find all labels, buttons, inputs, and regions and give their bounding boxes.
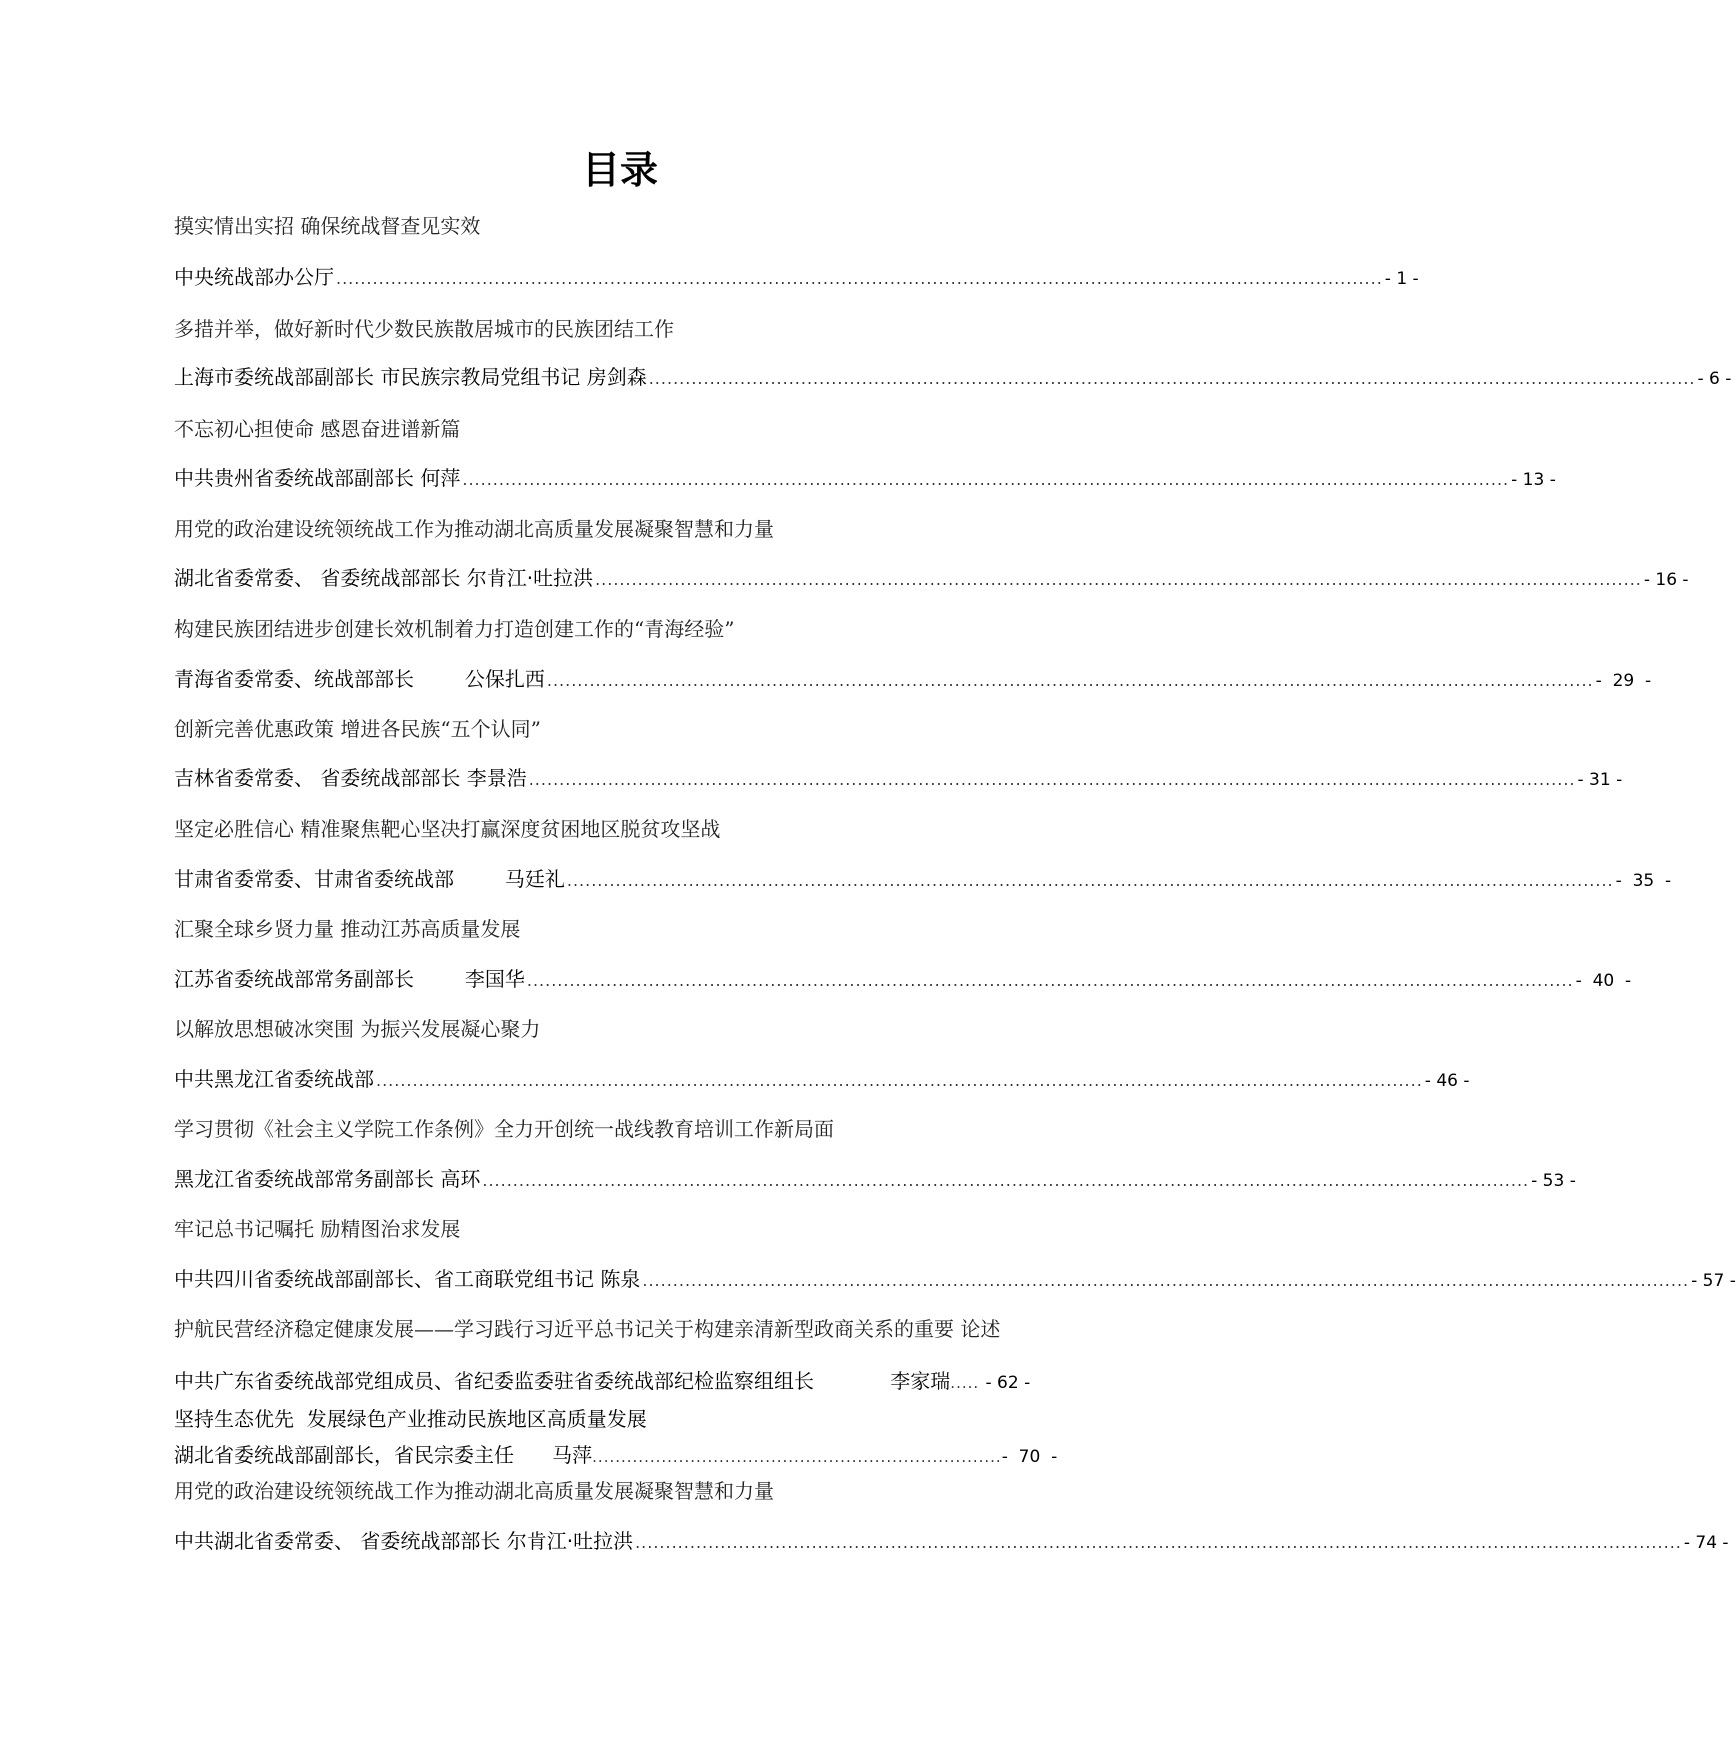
dot-leader: ..... (950, 1374, 980, 1392)
dot-leader: ............................................................................................................................................................................ (566, 871, 1614, 890)
entry-author: 中共四川省委统战部副部长、省工商联党组书记 陈泉 (174, 1267, 641, 1291)
entry-title: 以解放思想破冰突围 为振兴发展凝心聚力 (174, 1017, 541, 1041)
toc-entry-wrapped[interactable] (174, 1363, 1094, 1475)
entry-page: - 70 - (1001, 1447, 1058, 1467)
toc-entry[interactable] (174, 763, 1623, 793)
toc-entry[interactable] (174, 1526, 1729, 1556)
entry-author: 中央统战部办公厅 (174, 265, 334, 289)
entry-page: - 29 - (1595, 671, 1652, 691)
entry-author: 江苏省委统战部常务副部长 李国华 (174, 967, 525, 991)
entry-title: 汇聚全球乡贤力量 推动江苏高质量发展 (174, 917, 521, 941)
entry-page: - 13 - (1511, 470, 1556, 490)
dot-leader: ............................................................................................................................................................................ (336, 269, 1383, 288)
toc-entry[interactable] (174, 1164, 1576, 1194)
entry-title: 摸实情出实招 确保统战督查见实效 (174, 214, 481, 238)
entry-page: - 62 - (985, 1373, 1031, 1393)
dot-leader: ............................................................................................................................................................................ (595, 570, 1642, 589)
entry-title: 创新完善优惠政策 增进各民族“五个认同” (174, 717, 541, 741)
entry-title: 用党的政治建设统领统战工作为推动湖北高质量发展凝聚智慧和力量 (174, 517, 774, 541)
entry-title: 牢记总书记嘱托 励精图治求发展 (174, 1217, 461, 1241)
entry-page: - 46 - (1424, 1071, 1470, 1091)
entry-title: 用党的政治建设统领统战工作为推动湖北高质量发展凝聚智慧和力量 (174, 1479, 774, 1503)
entry-page: - 53 - (1531, 1171, 1576, 1191)
entry-title: 坚定必胜信心 精准聚焦靶心坚决打赢深度贫困地区脱贫攻坚战 (174, 817, 721, 841)
toc-heading: 目录 (581, 148, 658, 192)
entry-title: 坚持生态优先 发展绿色产业推动民族地区高质量发展 (174, 1407, 647, 1431)
entry-author: 中共广东省委统战部党组成员、省纪委监委驻省委统战部纪检监察组组长 李家瑞 (174, 1369, 951, 1393)
toc-entry[interactable] (174, 463, 1556, 493)
entry-title: 学习贯彻《社会主义学院工作条例》全力开创统一战线教育培训工作新局面 (174, 1117, 834, 1141)
entry-page: - 35 - (1615, 871, 1672, 891)
toc-entry[interactable] (174, 1264, 1736, 1294)
entry-author: 甘肃省委常委、甘肃省委统战部 马廷礼 (174, 867, 565, 891)
entry-author: 黑龙江省委统战部常务副部长 高环 (174, 1167, 481, 1191)
dot-leader: ............................................................................................................................................................................ (642, 1271, 1690, 1290)
entry-author: 上海市委统战部副部长 市民族宗教局党组书记 房剑森 (174, 365, 647, 389)
entry-author: 中共湖北省委常委、 省委统战部部长 尔肯江·吐拉洪 (174, 1529, 634, 1553)
entry-title: 不忘初心担使命 感恩奋进谱新篇 (174, 417, 461, 441)
toc-entry[interactable] (174, 262, 1419, 292)
entry-page: - 74 - (1683, 1533, 1729, 1553)
dot-leader: ............................................................................................................................................................................ (546, 671, 1594, 690)
entry-page: - 16 - (1643, 570, 1689, 590)
entry-title: 护航民营经济稳定健康发展——学习践行习近平总书记关于构建亲清新型政商关系的重要 论述 (174, 1317, 1001, 1341)
dot-leader: ............................................................................................................................................................................ (648, 369, 1696, 388)
dot-leader: ............................................................................................................................................................................ (376, 1071, 1423, 1090)
entry-title: 构建民族团结进步创建长效机制着力打造创建工作的“青海经验” (174, 617, 735, 641)
entry-author: 吉林省委常委、 省委统战部部长 李景浩 (174, 766, 527, 790)
entry-page: - 1 - (1384, 269, 1419, 289)
entry-page: - 57 - (1691, 1271, 1736, 1291)
dot-leader: ............................................................................................................................................................................ (528, 770, 1576, 789)
dot-leader: ............................................................................................................................................................................ (462, 470, 1510, 489)
toc-entry[interactable] (174, 964, 1632, 994)
entry-page: - 6 - (1697, 369, 1732, 389)
entry-page: - 31 - (1577, 770, 1623, 790)
toc-entry[interactable] (174, 664, 1652, 694)
toc-entry[interactable] (174, 1064, 1470, 1094)
entry-page: - 40 - (1575, 971, 1632, 991)
entry-author: 中共黑龙江省委统战部 (174, 1067, 374, 1091)
entry-author: 青海省委常委、统战部部长 公保扎西 (174, 667, 545, 691)
dot-leader: ............................................................................................................................................................................ (526, 971, 1574, 990)
toc-entry[interactable] (174, 864, 1672, 894)
entry-author: 湖北省委统战部副部长，省民宗委主任 马萍 (174, 1443, 593, 1467)
entry-title: 多措并举，做好新时代少数民族散居城市的民族团结工作 (174, 317, 674, 341)
dot-leader: ............................................................................................................................................................................ (482, 1171, 1530, 1190)
entry-author: 中共贵州省委统战部副部长 何萍 (174, 466, 461, 490)
dot-leader: ....................................................................... (592, 1448, 1002, 1466)
toc-entry[interactable] (174, 362, 1732, 392)
dot-leader: ............................................................................................................................................................................ (635, 1533, 1682, 1552)
entry-author: 湖北省委常委、 省委统战部部长 尔肯江·吐拉洪 (174, 566, 594, 590)
toc-entry[interactable] (174, 563, 1689, 593)
